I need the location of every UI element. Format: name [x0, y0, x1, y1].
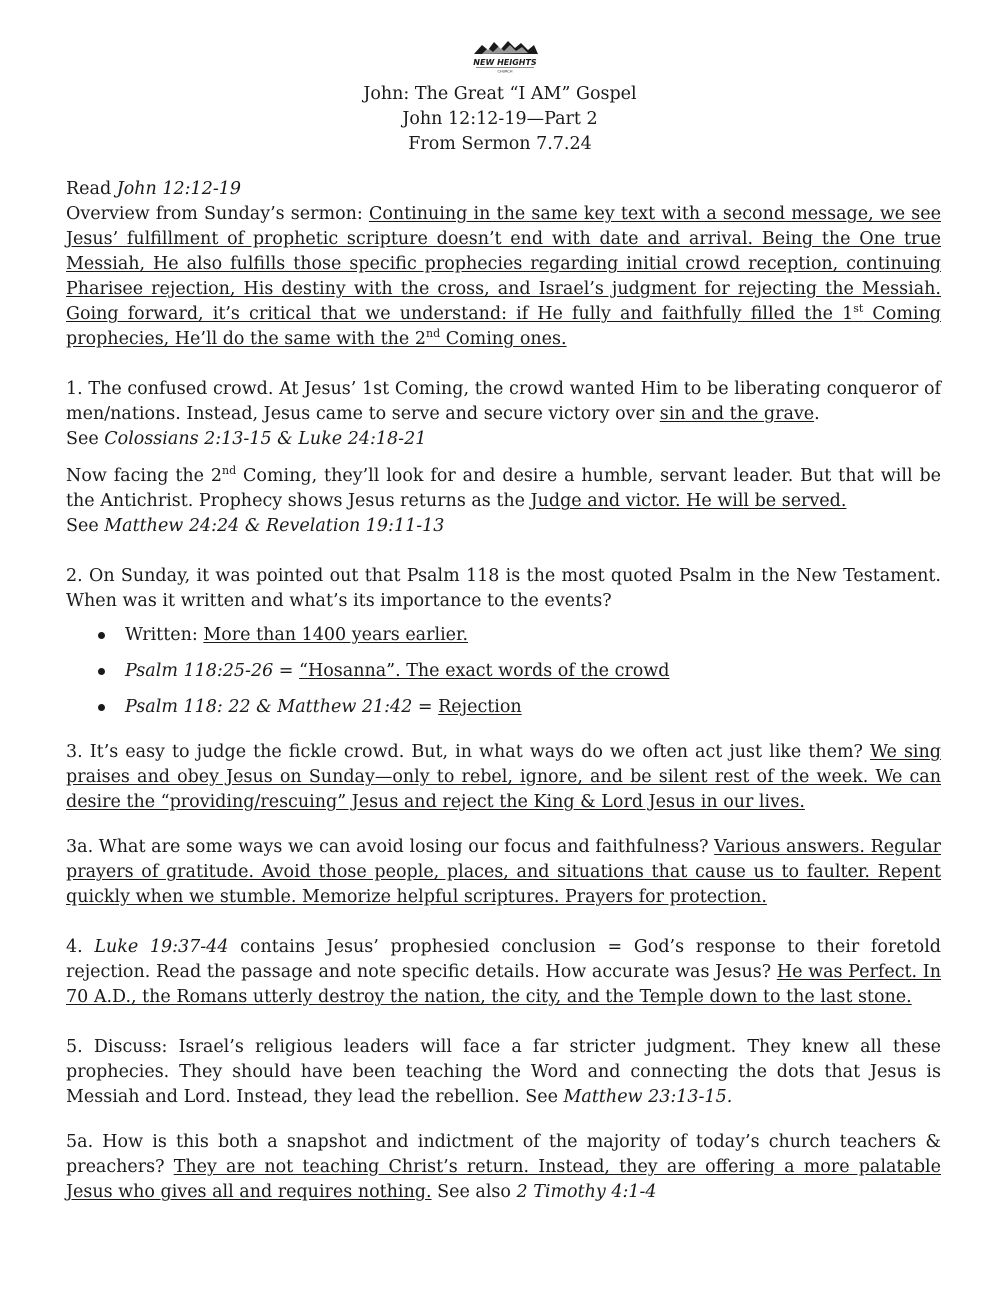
list-item: Psalm 118: 22 & Matthew 21:42 = Rejection — [66, 695, 941, 731]
question-5a-answer: They are not teaching Christ’s return. Instead, they are offering a more palatable Jesus who gives all and requires nothing. — [66, 1157, 942, 1202]
scripture-reference: Colossians 2:13-15 & Luke 24:18-21 — [104, 429, 427, 449]
question-3a: 3a. What are some ways we can avoid losing our focus and faithfulness? Various answers. Regular prayers of gratitude. Avoid those people, places, and situations that cause us to faulter. Repent quickly when we stumble. Memorize helpful scriptures. Prayers for protection. — [66, 837, 942, 907]
scripture-reference: Matthew 23:13-15. — [563, 1087, 733, 1107]
scripture-reference: Matthew 24:24 & Revelation 19:11-13 — [104, 516, 445, 536]
question-1-answer: sin and the grave — [659, 404, 815, 424]
question-4-answer: He was Perfect. In 70 A.D., the Romans utterly destroy the nation, the city, and the Temple down to the last stone. — [66, 962, 941, 1007]
question-4: 4. Luke 19:37-44 contains Jesus’ prophesied conclusion = God’s response to their foretold rejection. Read the passage and note specific details. How accurate was Jesus? He was Perfect. In 70 A.D., the Romans utterly destroy the nation, the city, and the Temple down to the last stone. — [66, 937, 942, 1007]
question-5: 5. Discuss: Israel’s religious leaders will face a far stricter judgment. They knew all these prophecies. They should have been teaching the Word and connecting the dots that Jesus is Messiah and Lord. Instead, they lead the rebellion. See Matthew 23:13-15. — [66, 1037, 941, 1107]
scripture-reference: 2 Timothy 4:1-4 — [516, 1182, 657, 1202]
series-title: John: The Great “I AM” Gospel — [363, 84, 637, 104]
study-guide-body — [66, 177, 941, 1205]
passage-title: John 12:12-19—Part 2 — [402, 109, 598, 129]
list-item: Psalm 118:25-26 = “Hosanna”. The exact words of the crowd — [66, 659, 941, 695]
overview-answer: Continuing in the same key text with a second message, we see Jesus’ fulfillment of prophetic scripture doesn’t end with date and arrival. Being the One true Messiah, He also fulfills those specific prophecies regarding initial crowd reception, continuing Pharisee rejection, His destiny with the cross, and Israel’s judgment for rejecting the Messiah. Going forward, it’s critical that we understand: if He fully and faithfully filled the 1st Coming prophecies, He’ll do the same with the 2nd Coming ones. — [66, 204, 942, 349]
question-1-see-also-2: See Matthew 24:24 & Revelation 19:11-13 — [66, 516, 445, 536]
question-1-second-coming: Now facing the 2nd Coming, they’ll look for and desire a humble, servant leader. But that will be the Antichrist. Prophecy shows Jesus returns as the Judge and victor. He will be served. — [66, 464, 942, 511]
question-1-see-also: See Colossians 2:13-15 & Luke 24:18-21 — [66, 429, 427, 449]
church-logo — [468, 40, 542, 74]
scripture-reference: John 12:12-19 — [116, 179, 242, 199]
logo-subtext: CHURCH — [497, 69, 513, 74]
overview-paragraph: Overview from Sunday’s sermon: Continuing in the same key text with a second message, we see Jesus’ fulfillment of prophetic scripture doesn’t end with date and arrival. Being the One true Messiah, He also fulfills those specific prophecies regarding initial crowd reception, continuing Pharisee rejection, His destiny with the cross, and Israel’s judgment for rejecting the Messiah. Going forward, it’s critical that we understand: if He fully and faithfully filled the 1st Coming prophecies, He’ll do the same with the 2nd Coming ones. — [66, 204, 942, 349]
question-5a: 5a. How is this both a snapshot and indictment of the majority of today’s church teachers & preachers? They are not teaching Christ’s return. Instead, they are offering a more palatable Jesus who gives all and requires nothing. See also 2 Timothy 4:1-4 — [66, 1132, 942, 1202]
sermon-date: From Sermon 7.7.24 — [408, 134, 592, 154]
logo-text: NEW HEIGHTS — [473, 58, 537, 67]
question-2: 2. On Sunday, it was pointed out that Psalm 118 is the most quoted Psalm in the New Testament. When was it written and what’s its importance to the events? — [66, 566, 941, 611]
scripture-reference: Luke 19:37-44 — [94, 937, 229, 957]
question-3-answer: We sing praises and obey Jesus on Sunday—only to rebel, ignore, and be silent rest of the week. We can desire the “providing/rescuing” Jesus and reject the King & Lord Jesus in our lives. — [66, 742, 941, 812]
read-line: Read John 12:12-19 — [66, 179, 242, 199]
question-2-bullets — [66, 623, 941, 731]
question-3a-answer: Various answers. Regular prayers of gratitude. Avoid those people, places, and situations that cause us to faulter. Repent quickly when we stumble. Memorize helpful scriptures. Prayers for protection. — [66, 837, 942, 907]
question-3: 3. It’s easy to judge the fickle crowd. But, in what ways do we often act just like them? We sing praises and obey Jesus on Sunday—only to rebel, ignore, and be silent rest of the week. We can desire the “providing/rescuing” Jesus and reject the King & Lord Jesus in our lives. — [66, 742, 941, 812]
question-1-second-answer: Judge and victor. He will be served. — [530, 491, 847, 511]
document-header — [0, 82, 1000, 157]
list-item: Written: More than 1400 years earlier. — [66, 623, 941, 659]
question-1: 1. The confused crowd. At Jesus’ 1st Coming, the crowd wanted Him to be liberating conqueror of men/nations. Instead, Jesus came to serve and secure victory over sin and the grave. — [66, 379, 941, 424]
